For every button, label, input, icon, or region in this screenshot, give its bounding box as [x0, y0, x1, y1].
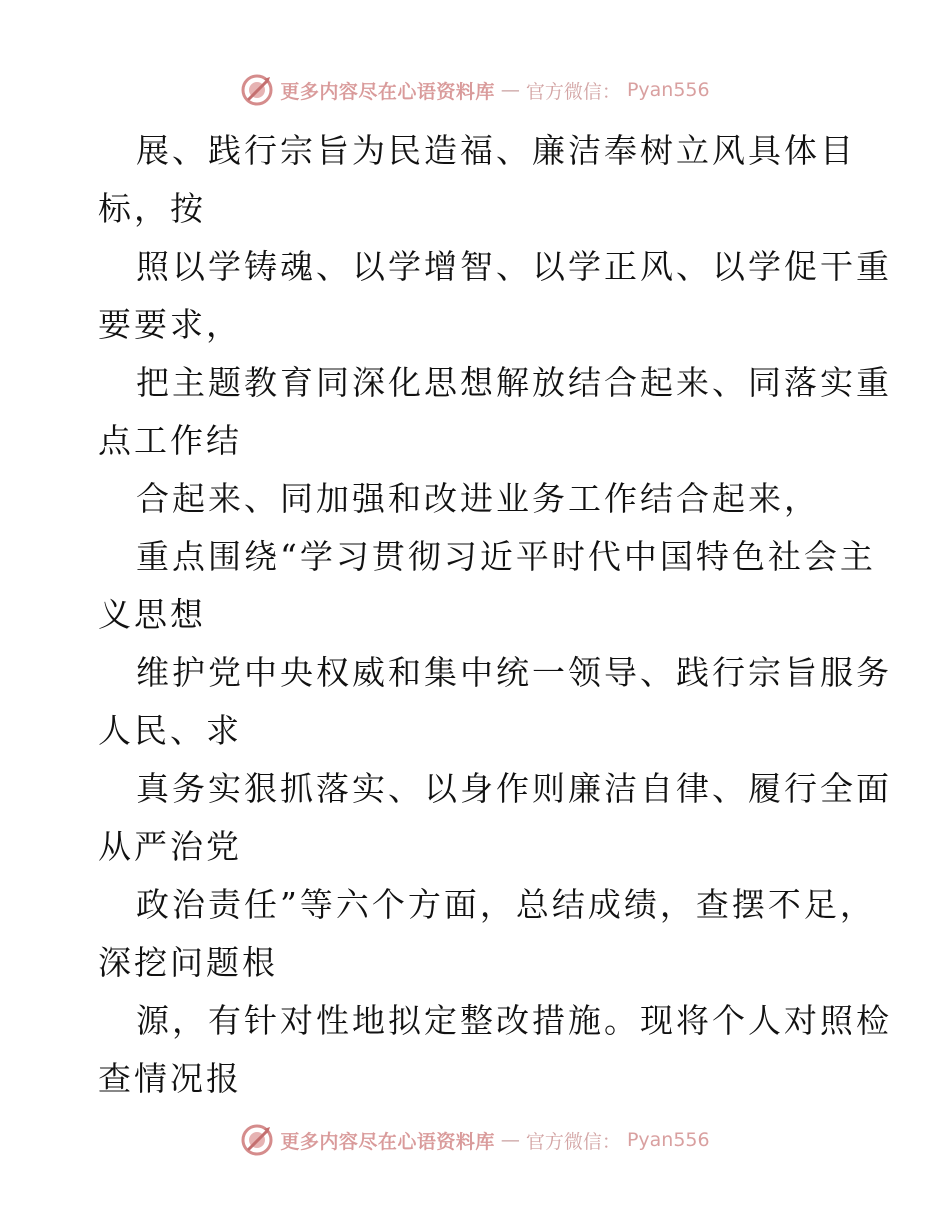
header-site-text: 更多内容尽在心语资料库: [280, 80, 495, 103]
header-wechat-id: Pyan556: [626, 79, 710, 101]
body-line: 点工作结: [98, 421, 242, 460]
logo-icon: [240, 1123, 274, 1157]
footer-wechat-label: 官方微信：: [525, 1130, 621, 1153]
body-line: 从严治党: [98, 827, 242, 866]
footer-wechat-id: Pyan556: [626, 1129, 710, 1151]
body-line: 深挖问题根: [98, 943, 278, 982]
document-body: [98, 122, 892, 1108]
body-line: 真务实狠抓落实、以身作则廉洁自律、履行全面: [136, 769, 892, 808]
header-wechat-label: 官方微信：: [525, 80, 621, 103]
body-line: 合起来、同加强和改进业务工作结合起来，: [136, 479, 820, 518]
logo-icon: [240, 73, 274, 107]
body-line: 要要求，: [98, 305, 242, 344]
body-line: 义思想: [98, 595, 206, 634]
footer-site-text: 更多内容尽在心语资料库: [280, 1130, 495, 1153]
body-line: 人民、求: [98, 711, 242, 750]
body-line: 标，按: [98, 189, 206, 228]
body-line: 源，有针对性地拟定整改措施。现将个人对照检: [136, 1001, 892, 1040]
body-line: 照以学铸魂、以学增智、以学正风、以学促干重: [136, 247, 892, 286]
body-line: 政治责任”等六个方面，总结成绩，查摆不足，: [136, 885, 876, 924]
body-line: 查情况报: [98, 1059, 242, 1098]
header-separator: —: [500, 79, 520, 101]
body-line: 把主题教育同深化思想解放结合起来、同落实重: [136, 363, 892, 402]
footer-watermark: [0, 1120, 950, 1160]
footer-separator: —: [500, 1129, 520, 1151]
header-watermark: [0, 70, 950, 110]
body-line: 展、践行宗旨为民造福、廉洁奉树立风具体目: [136, 131, 856, 170]
body-line: 维护党中央权威和集中统一领导、践行宗旨服务: [136, 653, 892, 692]
body-line: 重点围绕“学习贯彻习近平时代中国特色社会主: [136, 537, 876, 576]
